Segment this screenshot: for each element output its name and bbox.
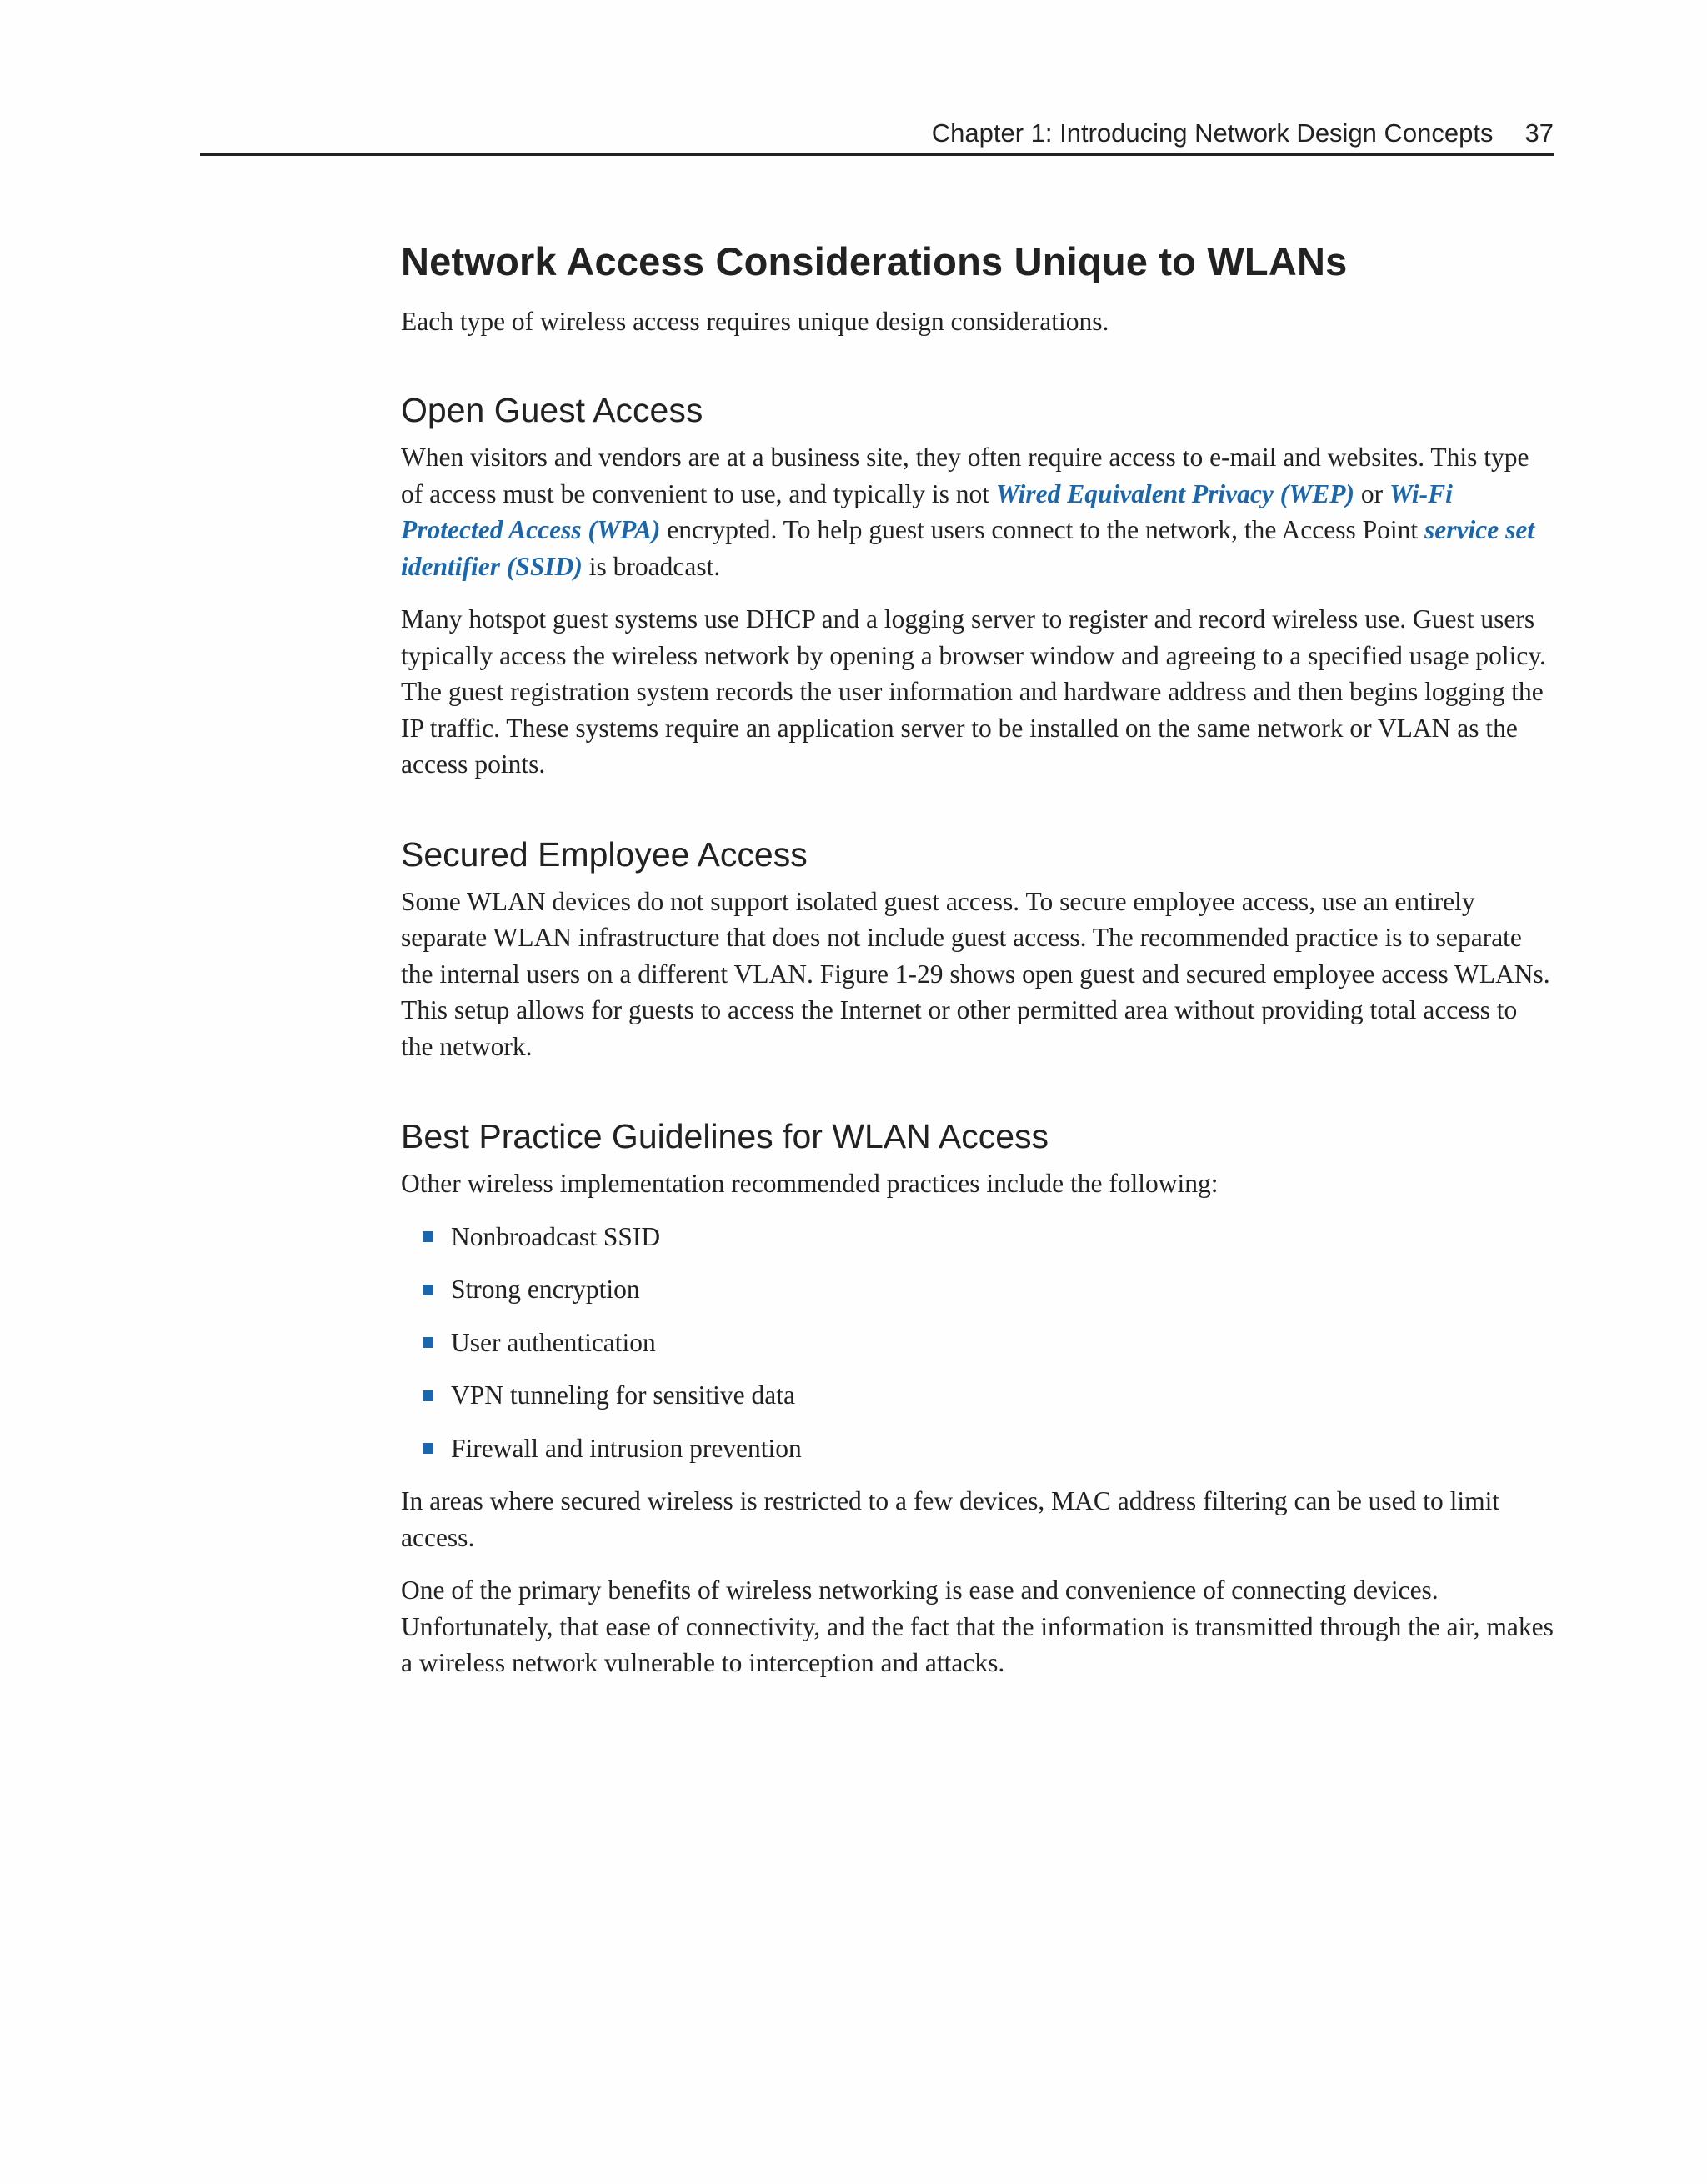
page-content [401,238,1554,1698]
list-item-text: Strong encryption [451,1275,640,1305]
section-title: Network Access Considerations Unique to WLANs [401,239,1348,283]
list-item [401,1219,1554,1255]
list-item [401,1377,1554,1414]
chapter-title: Chapter 1: Introducing Network Design Concepts [931,118,1494,148]
square-bullet-icon [423,1285,433,1295]
best-practice-paragraph-3: One of the primary benefits of wireless networking is ease and convenience of connecting devices. Unfortunately, that ease of connectivity, and the fact that the information is transmitted through the air, makes a wireless network vulnerable to interception and attacks. [401,1575,1554,1678]
square-bullet-icon [423,1337,433,1348]
best-practice-intro: Other wireless implementation recommended practices include the following: [401,1169,1219,1199]
text-run: When visitors and vendors are at a business site, they often require access to e-mail and websites. This type of access must be convenient to use, and typically is not [401,443,1529,508]
secured-employee-heading: Secured Employee Access [401,834,808,874]
square-bullet-icon [423,1443,433,1454]
best-practice-paragraph-2: In areas where secured wireless is restricted to a few devices, MAC address filtering can be used to limit access. [401,1486,1500,1552]
list-item [401,1271,1554,1308]
open-guest-heading: Open Guest Access [401,390,703,429]
list-item-text: VPN tunneling for sensitive data [451,1380,795,1410]
text-run: is broadcast. [582,551,721,581]
list-item-text: Nonbroadcast SSID [451,1221,661,1251]
secured-employee-paragraph: Some WLAN devices do not support isolated guest access. To secure employee access, use an entirely separate WLAN infrastructure that does not include guest access. The recommended practice is to separate the internal users on a different VLAN. Figure 1-29 shows open guest and secured employee access WLANs. This setup allows for guests to access the Internet or other permitted area without providing total access to the network. [401,886,1550,1061]
term-wep: Wired Equivalent Privacy (WEP) [995,478,1354,508]
square-bullet-icon [423,1231,433,1242]
list-item [401,1325,1554,1361]
section-intro: Each type of wireless access requires unique design considerations. [401,307,1109,337]
best-practice-list [401,1219,1554,1467]
term-wpa: Wi-Fi Protected Access (WPA) [401,478,1453,545]
list-item-text: Firewall and intrusion prevention [451,1433,802,1463]
list-item-text: User authentication [451,1327,656,1357]
text-run: encrypted. To help guest users connect to the network, the Access Point [660,515,1425,545]
open-guest-paragraph-1 [401,439,1554,584]
page-number: 37 [1524,118,1554,148]
list-item [401,1430,1554,1467]
term-ssid: service set identifier (SSID) [401,515,1535,581]
square-bullet-icon [423,1390,433,1401]
running-head [200,113,1554,156]
text-run: or [1354,478,1389,508]
open-guest-paragraph-2: Many hotspot guest systems use DHCP and a logging server to register and record wireless use. Guest users typically access the wireless network by opening a browser window and agreeing to a specified usage policy. The guest registration system records the user information and hardware address and then begins logging the IP traffic. These systems require an application server to be installed on the same network or VLAN as the access points. [401,604,1546,779]
best-practice-heading: Best Practice Guidelines for WLAN Access [401,1117,1049,1156]
